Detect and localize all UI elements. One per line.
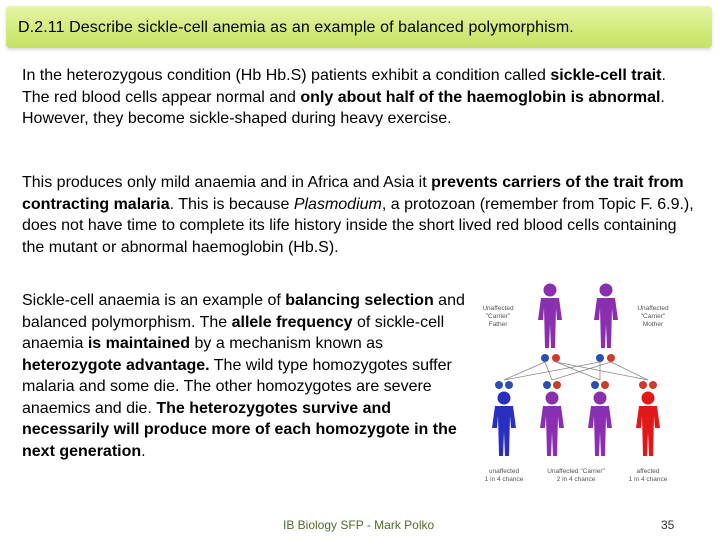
text-span: In the heterozygous condition (Hb Hb.S) patients exhibit a condition called xyxy=(22,67,551,84)
text-span: . However, they become sickle-shaped during heavy exercise. xyxy=(22,88,665,127)
bold-term: is maintained xyxy=(87,335,191,352)
text-span: of sickle-cell anaemia xyxy=(22,313,445,352)
allele-sickle-icon xyxy=(552,354,560,362)
child4-label-2: 1 in 4 chance xyxy=(628,476,668,483)
text-span: and balanced polymorphism. The xyxy=(22,292,465,331)
allele-sickle-icon xyxy=(607,354,615,362)
father-label-1: Unaffected xyxy=(482,305,514,312)
allele-sickle-icon xyxy=(553,381,561,389)
mother-label-1: Unaffected xyxy=(637,305,669,312)
child-affected-figure xyxy=(636,392,660,457)
allele-sickle-icon xyxy=(639,381,647,389)
allele-sickle-icon xyxy=(601,381,609,389)
child-carrier-figure xyxy=(540,392,564,457)
text-span: by a mechanism known as xyxy=(190,335,384,352)
child4-label-1: affected xyxy=(636,468,660,475)
allele-normal-icon xyxy=(495,381,503,389)
child2-label-2: 2 in 4 chance xyxy=(556,476,596,483)
child2-label-1: Unaffected "Carrier" xyxy=(547,468,605,475)
child1-label-2: 1 in 4 chance xyxy=(484,476,524,483)
bold-term: heterozygote advantage. xyxy=(22,356,210,374)
allele-normal-icon xyxy=(596,354,604,362)
footer-author: IB Biology SFP - Mark Polko xyxy=(283,518,435,532)
mother-label-2: "Carrier" xyxy=(640,313,666,320)
text-span: . This is because xyxy=(169,195,294,213)
father-label-3: Father xyxy=(488,321,508,328)
text-span: The wild type homozygotes suffer malaria and some die. The other homozygotes are severe anaemics and die. xyxy=(22,356,452,417)
bold-term: allele frequency xyxy=(231,313,353,331)
bold-term: balancing selection xyxy=(285,292,434,309)
bold-term: prevents carriers of the trait from contracting malaria xyxy=(22,174,684,213)
child-carrier-figure xyxy=(588,392,612,457)
bold-term: sickle-cell trait xyxy=(550,67,662,84)
allele-normal-icon xyxy=(591,381,599,389)
allele-sickle-icon xyxy=(649,381,657,389)
text-span: . xyxy=(141,442,146,460)
allele-normal-icon xyxy=(541,354,549,362)
text-span: This produces only mild anaemia and in Africa and Asia it xyxy=(22,174,432,191)
paragraph-malaria xyxy=(22,172,702,258)
bold-term: The heterozygotes survive and necessarily will produce more of each homozygote in the next generation xyxy=(22,399,457,460)
mother-label-3: Mother xyxy=(642,321,664,328)
father-label-2: "Carrier" xyxy=(485,313,511,320)
paragraph-balancing-selection xyxy=(22,290,477,462)
text-span: Sickle-cell anaemia is an example of xyxy=(22,292,286,309)
cross-lines xyxy=(504,362,648,380)
inheritance-diagram xyxy=(478,276,676,488)
allele-normal-icon xyxy=(543,381,551,389)
title-banner xyxy=(6,6,712,48)
text-span: . The red blood cells appear normal and xyxy=(22,67,666,106)
page-number: 35 xyxy=(661,518,675,532)
bold-term: only about half of the haemoglobin is abnormal xyxy=(300,88,661,106)
italic-term: Plasmodium xyxy=(293,195,382,213)
child-unaffected-figure xyxy=(492,392,516,457)
mother-figure xyxy=(594,284,618,349)
child1-label-1: unaffected xyxy=(488,468,520,475)
text-span: , a protozoan (remember from Topic F. 6.9.), does not have time to complete its life history inside the short lived red blood cells containing the mutant or abnormal haemoglobin (Hb.S). xyxy=(22,195,694,256)
father-figure xyxy=(538,284,562,349)
slide-title: D.2.11 Describe sickle-cell anemia as an example of balanced polymorphism. xyxy=(18,19,574,36)
paragraph-heterozygous xyxy=(22,65,672,130)
allele-normal-icon xyxy=(505,381,513,389)
